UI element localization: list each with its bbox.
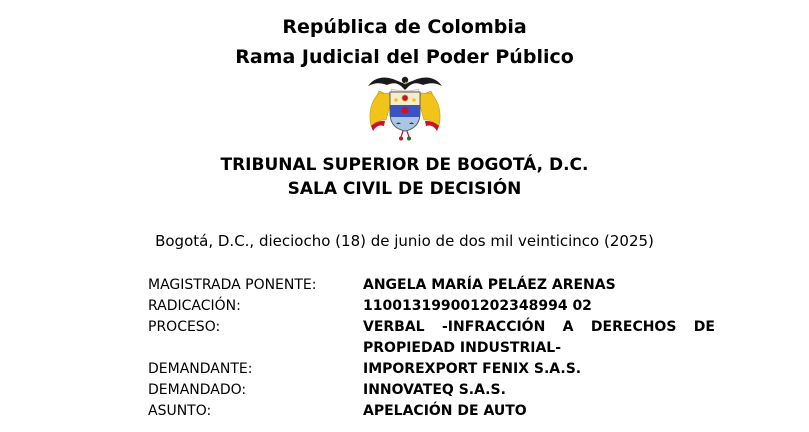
- case-info-table: [148, 275, 809, 422]
- case-info-value: IMPOREXPORT FENIX S.A.S.: [363, 361, 582, 377]
- colombia-coat-of-arms-icon: [0, 73, 809, 144]
- case-info-row: [148, 296, 809, 317]
- case-info-label: DEMANDANTE:: [148, 361, 253, 377]
- case-info-row: [148, 317, 809, 359]
- case-info-label: MAGISTRADA PONENTE:: [148, 277, 317, 293]
- case-info-row: [148, 275, 809, 296]
- case-info-value: VERBAL -INFRACCIÓN A DERECHOS DE PROPIEDAD INDUSTRIAL-: [363, 319, 715, 356]
- case-info-row: [148, 401, 809, 422]
- case-info-value: INNOVATEQ S.A.S.: [363, 382, 506, 398]
- case-info-label: RADICACIÓN:: [148, 298, 241, 314]
- case-info-value: APELACIÓN DE AUTO: [363, 403, 527, 419]
- chamber-title: SALA CIVIL DE DECISIÓN: [287, 179, 522, 199]
- case-info-value: 110013199001202348994 02: [363, 298, 592, 314]
- court-title: TRIBUNAL SUPERIOR DE BOGOTÁ, D.C.: [220, 155, 589, 175]
- republic-title: República de Colombia: [282, 16, 527, 38]
- case-info-label: DEMANDADO:: [148, 382, 247, 398]
- case-info-label: PROCESO:: [148, 319, 221, 335]
- case-info-label: ASUNTO:: [148, 403, 212, 419]
- case-info-value: ANGELA MARÍA PELÁEZ ARENAS: [363, 277, 616, 293]
- case-info-row: [148, 359, 809, 380]
- date-line: Bogotá, D.C., dieciocho (18) de junio de dos mil veinticinco (2025): [155, 232, 654, 250]
- judicial-branch-title: Rama Judicial del Poder Público: [235, 46, 574, 68]
- case-info-row: [148, 380, 809, 401]
